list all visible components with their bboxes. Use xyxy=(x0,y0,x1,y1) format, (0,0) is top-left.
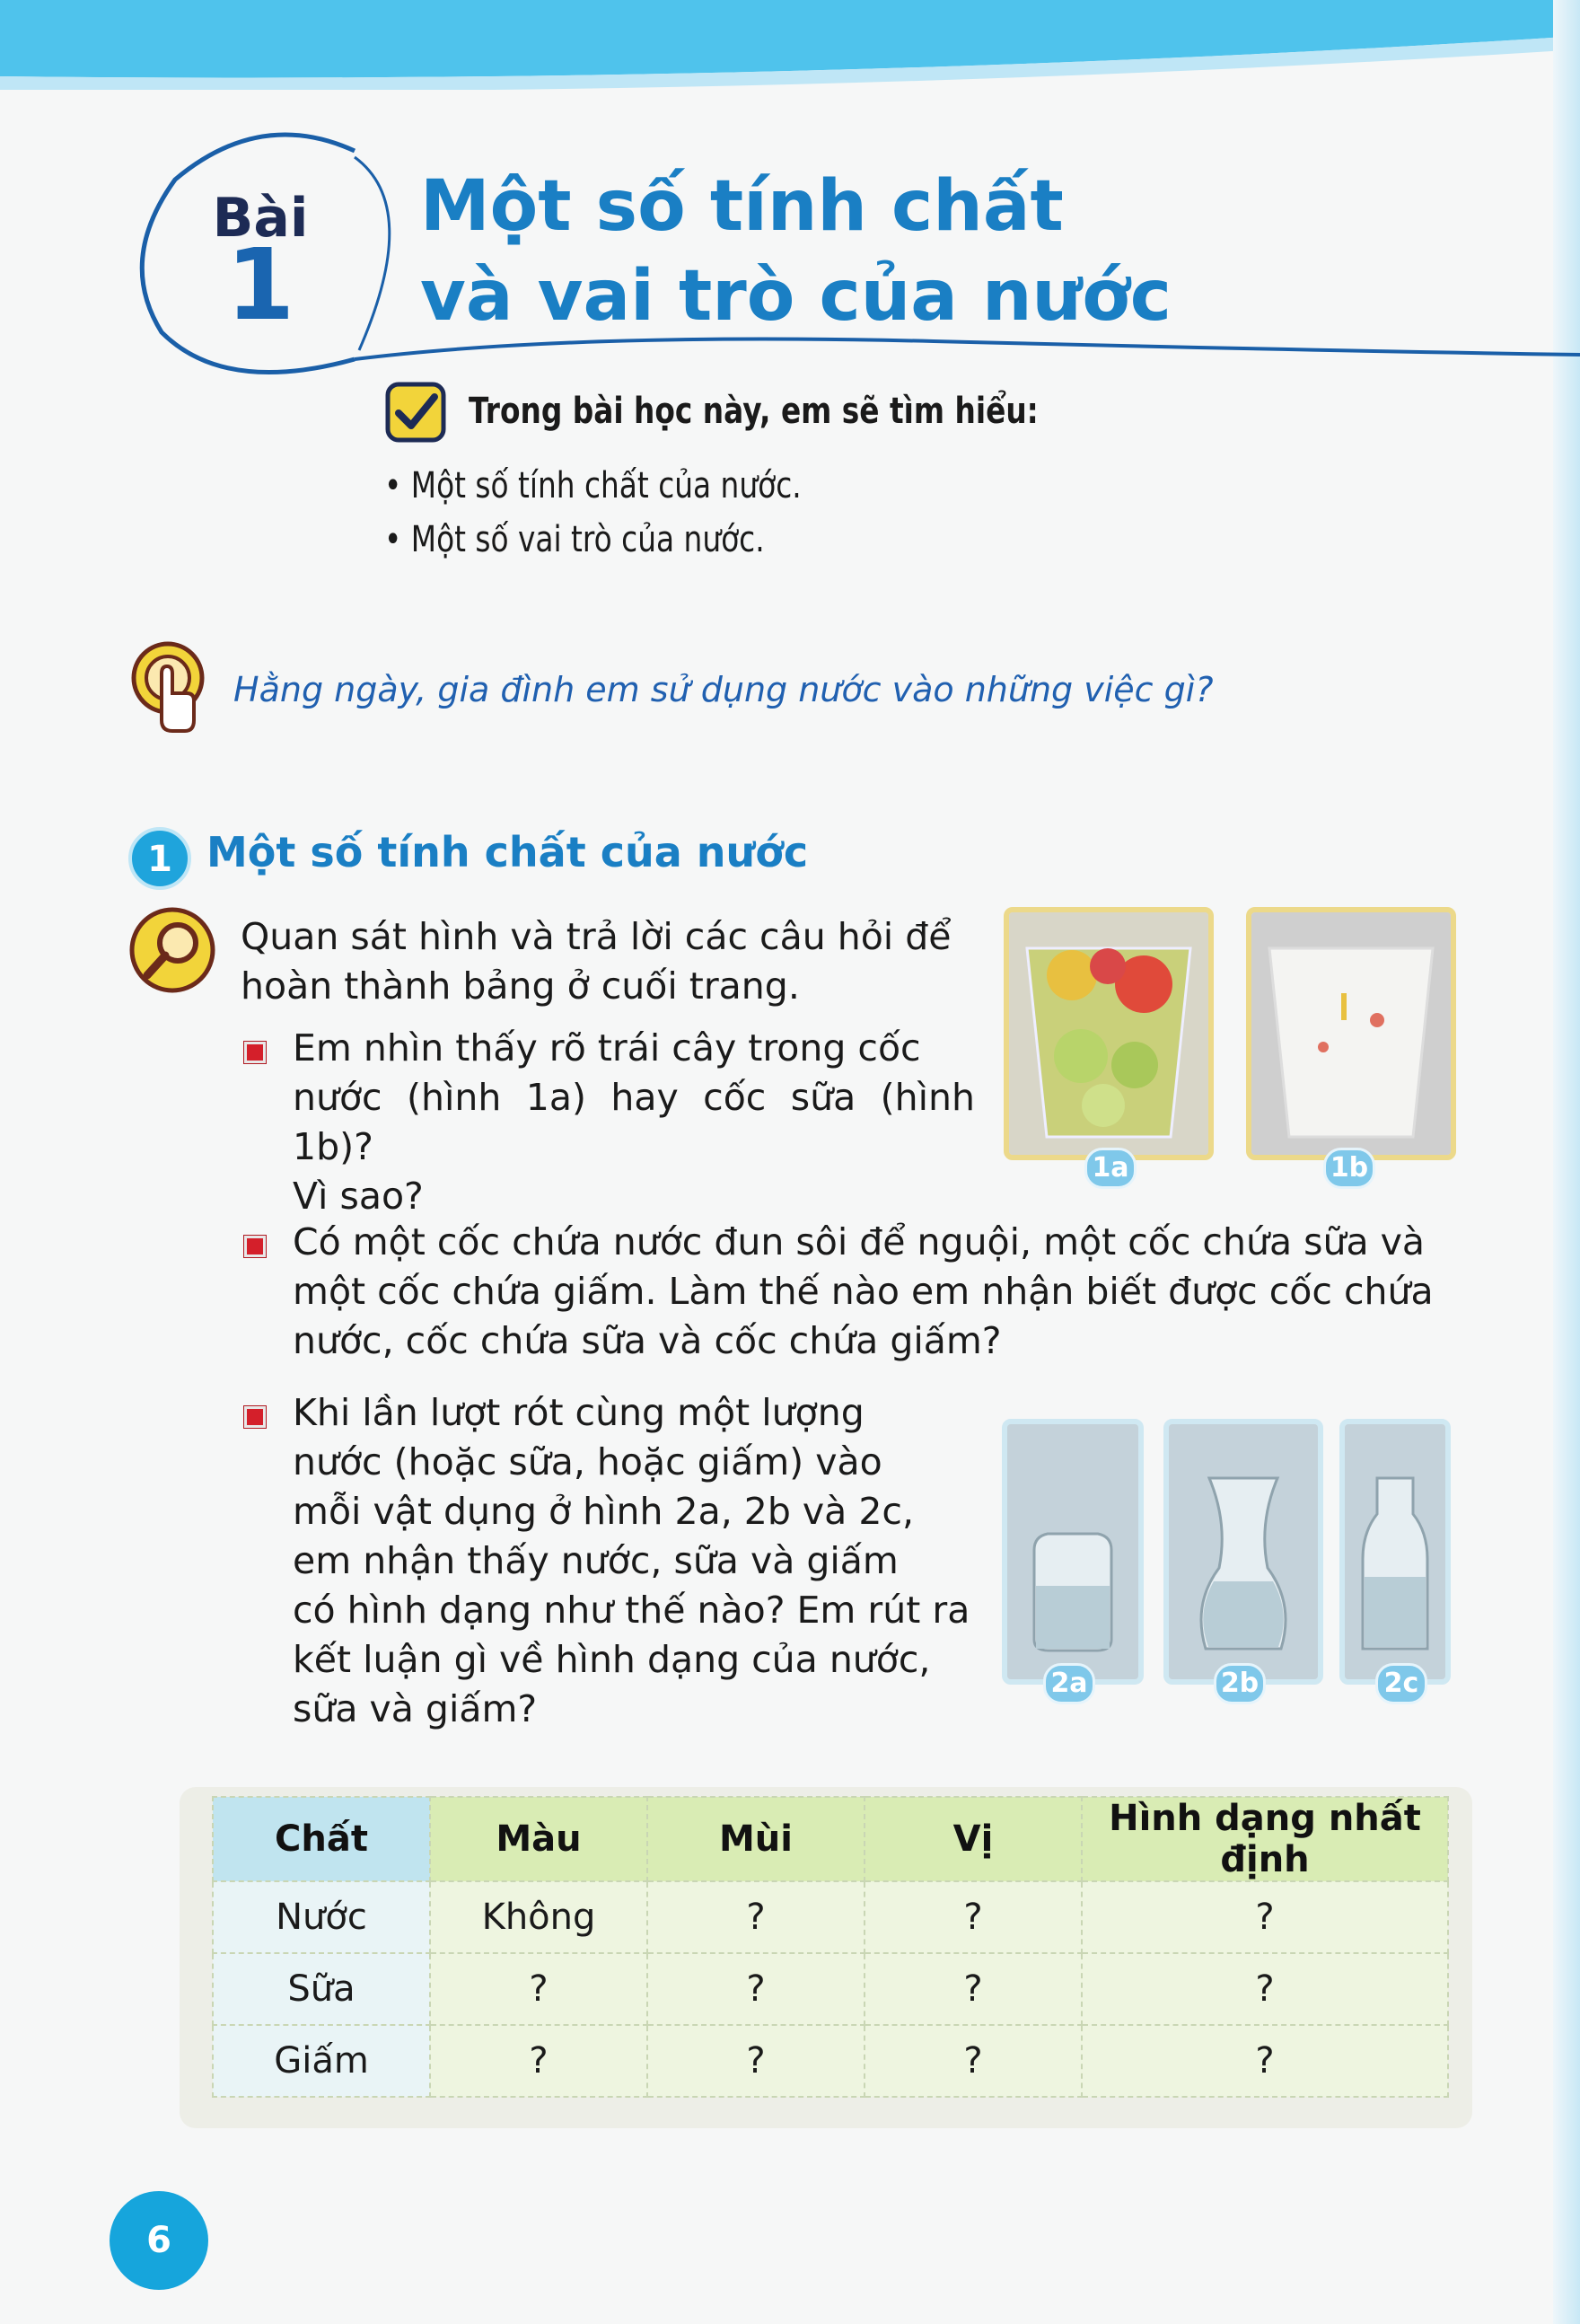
top-band xyxy=(0,0,1580,90)
table-cell: ? xyxy=(865,1953,1082,2025)
header-cell: Hình dạng nhất định xyxy=(1082,1797,1448,1881)
table-cell: Sữa xyxy=(213,1953,430,2025)
header-cell: Vị xyxy=(865,1797,1082,1881)
figure-label-2b: 2b xyxy=(1214,1663,1266,1704)
lesson-title-line1: Một số tính chất xyxy=(420,166,1064,247)
question-line: nước, cốc chứa sữa và cốc chứa giấm? xyxy=(293,1319,1002,1362)
question-line: Có một cốc chứa nước đun sôi để nguội, một cốc chứa sữa và xyxy=(293,1220,1425,1263)
intro-text xyxy=(241,912,977,1011)
goal-item: • Một số tính chất của nước. xyxy=(384,465,802,506)
table-row xyxy=(213,1953,1448,2025)
section-number: 1 xyxy=(147,839,172,880)
table-cell: ? xyxy=(647,1953,865,2025)
question-line: em nhận thấy nước, sữa và giấm xyxy=(293,1539,899,1582)
question-line: nước (hình 1a) hay cốc sữa (hình 1b)? xyxy=(293,1076,975,1168)
table-cell: Không xyxy=(430,1881,647,1953)
bullet xyxy=(244,1406,266,1428)
question-line: nước (hoặc sữa, hoặc giấm) vào xyxy=(293,1440,882,1483)
figure-label-1a: 1a xyxy=(1084,1148,1137,1189)
lesson-title xyxy=(420,162,1172,341)
question-line: Vì sao? xyxy=(293,1175,424,1218)
question-line: có hình dạng như thế nào? Em rút ra xyxy=(293,1589,970,1632)
fruit-milk-image xyxy=(1251,912,1451,1155)
table-cell: ? xyxy=(647,2025,865,2097)
question-line: kết luận gì về hình dạng của nước, xyxy=(293,1638,931,1681)
bullet xyxy=(244,1236,266,1257)
intro-line: hoàn thành bảng ở cuối trang. xyxy=(241,964,800,1008)
header-cell: Màu xyxy=(430,1797,647,1881)
table-cell: ? xyxy=(1082,1953,1448,2025)
section-title: Một số tính chất của nước xyxy=(206,828,809,876)
table-cell: ? xyxy=(865,2025,1082,2097)
intro-line: Quan sát hình và trả lời các câu hỏi để xyxy=(241,915,952,958)
header-cell: Mùi xyxy=(647,1797,865,1881)
lesson-title-line2: và vai trò của nước xyxy=(420,256,1172,337)
section-number-badge xyxy=(127,826,192,891)
table-cell: ? xyxy=(1082,1881,1448,1953)
page-number: 6 xyxy=(110,2191,208,2290)
figure-label-2a: 2a xyxy=(1043,1663,1095,1704)
question-2 xyxy=(293,1218,1478,1366)
table-cell: ? xyxy=(430,1953,647,2025)
table-cell: ? xyxy=(430,2025,647,2097)
warmup-question: Hằng ngày, gia đình em sử dụng nước vào những việc gì? xyxy=(233,670,1214,709)
table-header-row xyxy=(213,1797,1448,1881)
goal-item: • Một số vai trò của nước. xyxy=(384,519,765,560)
figure-label-2c: 2c xyxy=(1375,1663,1427,1704)
checkbox-icon xyxy=(384,381,447,444)
table-row xyxy=(213,1881,1448,1953)
vase-image xyxy=(1169,1424,1318,1679)
lesson-number: 1 xyxy=(225,227,295,342)
question-1 xyxy=(293,1024,975,1221)
properties-table xyxy=(212,1796,1449,2098)
lesson-label: Bài xyxy=(212,187,309,250)
photo-fruit-milk xyxy=(1246,907,1456,1160)
question-line: mỗi vật dụng ở hình 2a, 2b và 2c, xyxy=(293,1490,914,1533)
magnifier-icon xyxy=(127,905,217,995)
photo-jar xyxy=(1002,1419,1144,1685)
table-row xyxy=(213,2025,1448,2097)
goals-heading: Trong bài học này, em sẽ tìm hiểu: xyxy=(469,391,1039,432)
table-cell: Nước xyxy=(213,1881,430,1953)
hand-pointer-icon xyxy=(127,638,208,736)
photo-bottle xyxy=(1339,1419,1451,1685)
table-cell: Giấm xyxy=(213,2025,430,2097)
header-cell: Chất xyxy=(213,1797,430,1881)
table-cell: ? xyxy=(647,1881,865,1953)
question-line: sữa và giấm? xyxy=(293,1687,538,1730)
bottle-image xyxy=(1345,1424,1445,1679)
photo-vase xyxy=(1163,1419,1323,1685)
fruit-water-image xyxy=(1009,912,1208,1155)
question-line: một cốc chứa giấm. Làm thế nào em nhận biết được cốc chứa xyxy=(293,1270,1434,1313)
question-3 xyxy=(293,1388,975,1734)
question-line: Em nhìn thấy rõ trái cây trong cốc xyxy=(293,1026,921,1070)
photo-fruit-water xyxy=(1004,907,1214,1160)
question-line: Khi lần lượt rót cùng một lượng xyxy=(293,1391,865,1434)
figure-label-1b: 1b xyxy=(1323,1148,1375,1189)
table-cell: ? xyxy=(1082,2025,1448,2097)
bullet xyxy=(244,1042,266,1063)
table-cell: ? xyxy=(865,1881,1082,1953)
jar-image xyxy=(1007,1424,1138,1679)
